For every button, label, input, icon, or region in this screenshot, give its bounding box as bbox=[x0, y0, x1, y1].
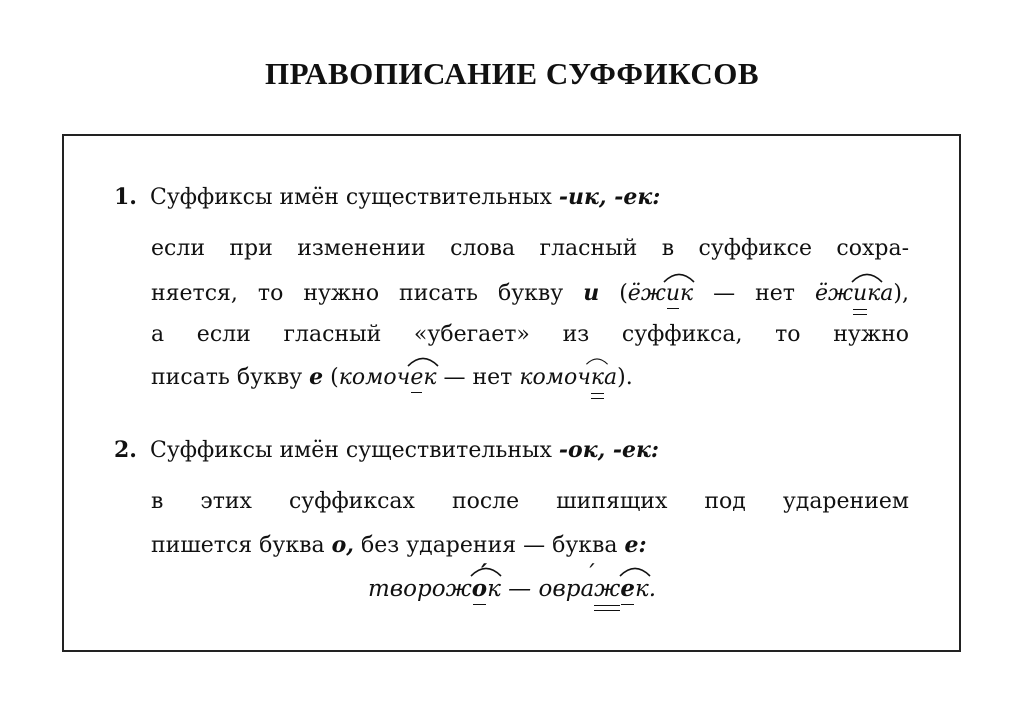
root-part: комоч bbox=[338, 365, 411, 390]
rule-1-line-1: если при изменении слова гласный в суффиксе сохра- bbox=[151, 236, 909, 261]
root-part: овр bbox=[538, 576, 581, 602]
suffix-mark bbox=[666, 281, 693, 306]
stressed-vowel: ´ а bbox=[580, 576, 594, 602]
example-ovrazhek bbox=[538, 576, 656, 602]
suffix-consonant: к bbox=[423, 365, 437, 390]
example-ezhik bbox=[628, 281, 693, 306]
example-komochka bbox=[519, 365, 617, 390]
rule-2-examples bbox=[0, 575, 1024, 602]
text-span: ). bbox=[617, 365, 633, 390]
root-part: комоч bbox=[519, 365, 591, 390]
suffix-vowel: и bbox=[665, 281, 680, 306]
ending: а bbox=[604, 365, 618, 390]
suffix-vowel: ´ о bbox=[472, 575, 487, 602]
text-span: — нет bbox=[693, 281, 815, 306]
ending: а bbox=[880, 281, 894, 306]
rule-1-heading bbox=[114, 184, 660, 210]
text-span: пишется буква bbox=[151, 533, 332, 558]
page-title: ПРАВОПИСАНИЕ СУФФИКСОВ bbox=[264, 56, 760, 91]
rule-2-heading bbox=[114, 437, 659, 463]
text-span: писать букву bbox=[151, 365, 310, 390]
suffix-mark bbox=[853, 281, 880, 306]
letter-e: е: bbox=[624, 532, 647, 558]
rule-1-line-2 bbox=[151, 280, 909, 306]
text-span: — bbox=[500, 576, 539, 602]
suffix-consonant: к bbox=[487, 576, 501, 602]
text-span: ( bbox=[599, 281, 628, 306]
letter-e: е bbox=[309, 364, 324, 390]
text-span: — нет bbox=[436, 365, 520, 390]
root-part: ёж bbox=[627, 281, 666, 306]
letter-o: о, bbox=[331, 532, 354, 558]
suffix-mark bbox=[620, 575, 648, 602]
suffix-consonant: к bbox=[867, 281, 881, 306]
suffix-mark bbox=[472, 575, 501, 602]
text-span: ( bbox=[323, 365, 339, 390]
example-komochek bbox=[339, 365, 437, 390]
suffix-consonant: к bbox=[590, 365, 605, 390]
rule-1-heading-text: Суффиксы имён существительных bbox=[150, 185, 559, 210]
text-span: няется, то нужно писать букву bbox=[151, 281, 584, 306]
suffix-consonant: к bbox=[680, 281, 694, 306]
text-span: без ударения — буква bbox=[353, 533, 625, 558]
rule-1-line-4 bbox=[151, 364, 909, 390]
suffix-mark bbox=[410, 365, 436, 390]
rule-1-suffixes: -ик, -ек: bbox=[558, 184, 661, 210]
root-part: творож bbox=[367, 576, 472, 602]
rule-2-number: 2. bbox=[114, 437, 137, 463]
rule-1-line-3: а если гласный «убегает» из суффикса, то нужно bbox=[151, 322, 909, 347]
suffix-vowel: и bbox=[852, 281, 868, 306]
suffix-vowel: е bbox=[620, 575, 635, 602]
text-span: ), bbox=[893, 281, 909, 306]
root-consonant: ж bbox=[594, 576, 621, 602]
rule-2-suffixes: -ок, -ек: bbox=[558, 437, 660, 463]
rule-2-line-2 bbox=[151, 532, 909, 558]
rule-1-number: 1. bbox=[114, 184, 137, 210]
text-span: . bbox=[648, 576, 657, 602]
example-tvorozhok bbox=[368, 576, 501, 602]
rule-2-heading-text: Суффиксы имён существительных bbox=[150, 438, 559, 463]
suffix-consonant: к bbox=[634, 576, 649, 602]
root-part: ёж bbox=[814, 281, 853, 306]
suffix-vowel: е bbox=[410, 365, 424, 390]
example-ezhika bbox=[815, 281, 893, 306]
rule-2-line-1: в этих суффиксах после шипящих под ударением bbox=[151, 489, 909, 514]
suffix-mark bbox=[591, 365, 604, 390]
letter-i: и bbox=[583, 280, 600, 306]
